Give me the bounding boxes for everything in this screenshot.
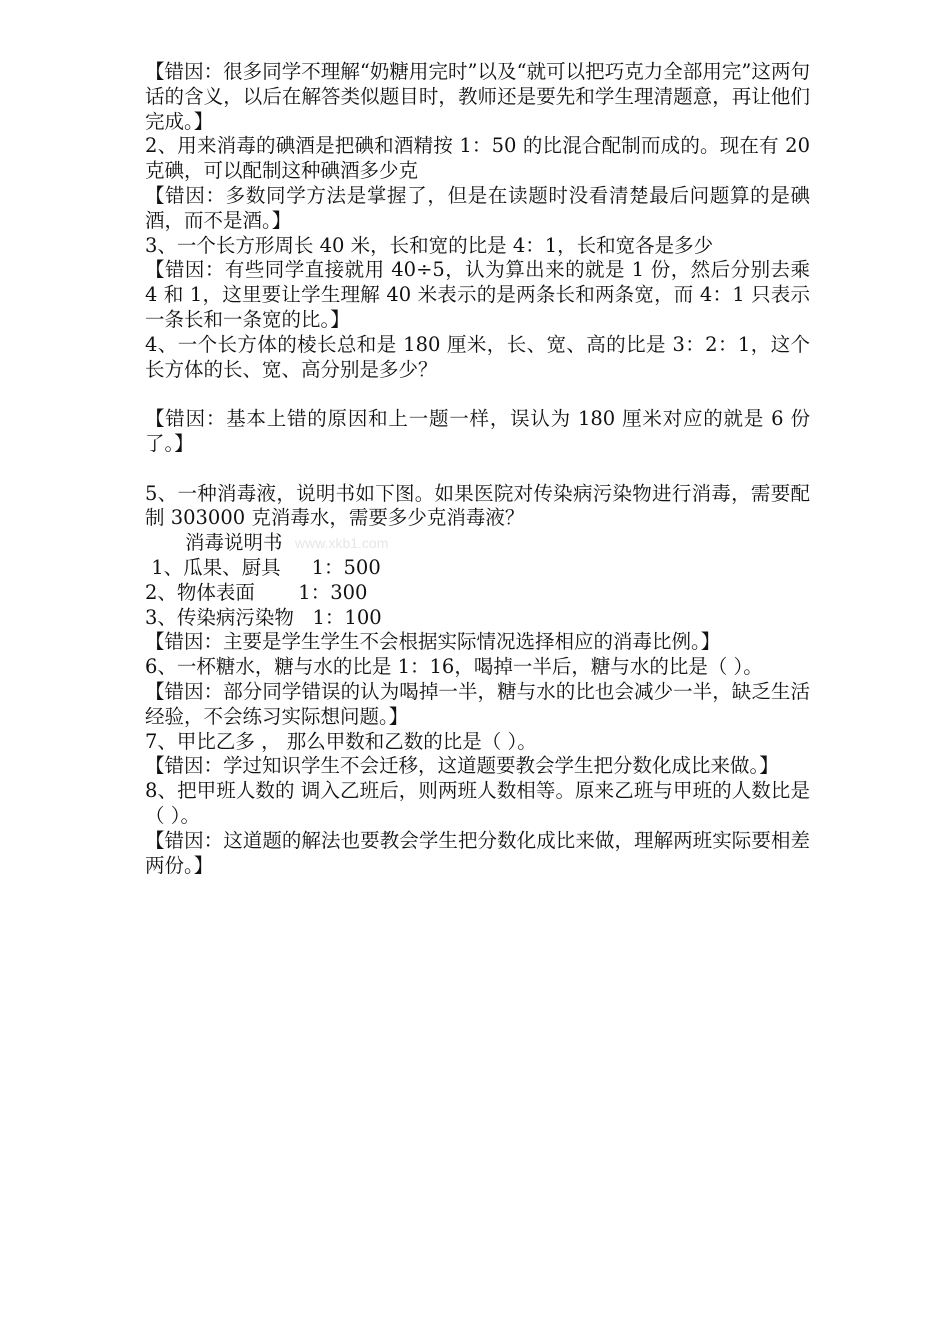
error-note-8: 【错因：这道题的解法也要教会学生把分数化成比来做，理解两班实际要相差两份。】 — [145, 828, 810, 877]
question-7: 7、甲比乙多 ， 那么甲数和乙数的比是（ ）。 — [145, 729, 537, 753]
error-note-3: 【错因：有些同学直接就用 40÷5，认为算出来的就是 1 份，然后分别去乘 4 和 1，这里要让学生理解 40 米表示的是两条长和两条宽，而 4：1 只表示一条长和一条宽的比。】 — [145, 258, 810, 331]
manual-title-line — [145, 531, 810, 556]
manual-item-3: 3、传染病污染物 1：100 — [145, 605, 382, 629]
watermark: www.xkb1.com — [295, 535, 389, 552]
document-body — [145, 60, 810, 878]
question-8: 8、把甲班人数的 调入乙班后，则两班人数相等。原来乙班与甲班的人数比是（ ）。 — [145, 779, 810, 827]
question-4: 4、一个长方体的棱长总和是 180 厘米，长、宽、高的比是 3：2：1，这个长方体的长、宽、高分别是多少？ — [145, 332, 810, 381]
error-note-4: 【错因：基本上错的原因和上一题一样，误认为 180 厘米对应的就是 6 份了。】 — [145, 407, 810, 455]
question-5: 5、一种消毒液，说明书如下图。如果医院对传染病污染物进行消毒，需要配制 303000 克消毒水，需要多少克消毒液？ — [145, 481, 810, 530]
manual-item-1: 1、瓜果、厨具 1：500 — [145, 555, 381, 579]
question-6: 6、一杯糖水，糖与水的比是 1：16，喝掉一半后，糖与水的比是（ ）。 — [145, 655, 763, 679]
blank-line — [145, 382, 810, 407]
manual-item-2: 2、物体表面 1：300 — [145, 580, 368, 604]
error-note-6: 【错因：部分同学错误的认为喝掉一半，糖与水的比也会减少一半，缺乏生活经验，不会练习实际想问题。】 — [145, 679, 810, 728]
question-3: 3、一个长方形周长 40 米，长和宽的比是 4：1，长和宽各是多少 — [145, 233, 714, 257]
error-note-7: 【错因：学过知识学生不会迁移，这道题要教会学生把分数化成比来做。】 — [145, 754, 779, 778]
error-note-5: 【错因：主要是学生学生不会根据实际情况选择相应的消毒比例。】 — [145, 630, 721, 654]
error-note-1: 【错因：很多同学不理解“奶糖用完时”以及“就可以把巧克力全部用完”这两句话的含义，以后在解答类似题目时，教师还是要先和学生理清题意，再让他们完成。】 — [145, 60, 810, 133]
manual-title: 消毒说明书 — [185, 531, 283, 555]
error-note-2: 【错因：多数同学方法是掌握了，但是在读题时没看清楚最后问题算的是碘酒，而不是酒。】 — [145, 183, 810, 232]
question-2: 2、用来消毒的碘酒是把碘和酒精按 1：50 的比混合配制而成的。现在有 20 克碘，可以配制这种碘酒多少克 — [145, 134, 810, 183]
blank-line — [145, 457, 810, 482]
